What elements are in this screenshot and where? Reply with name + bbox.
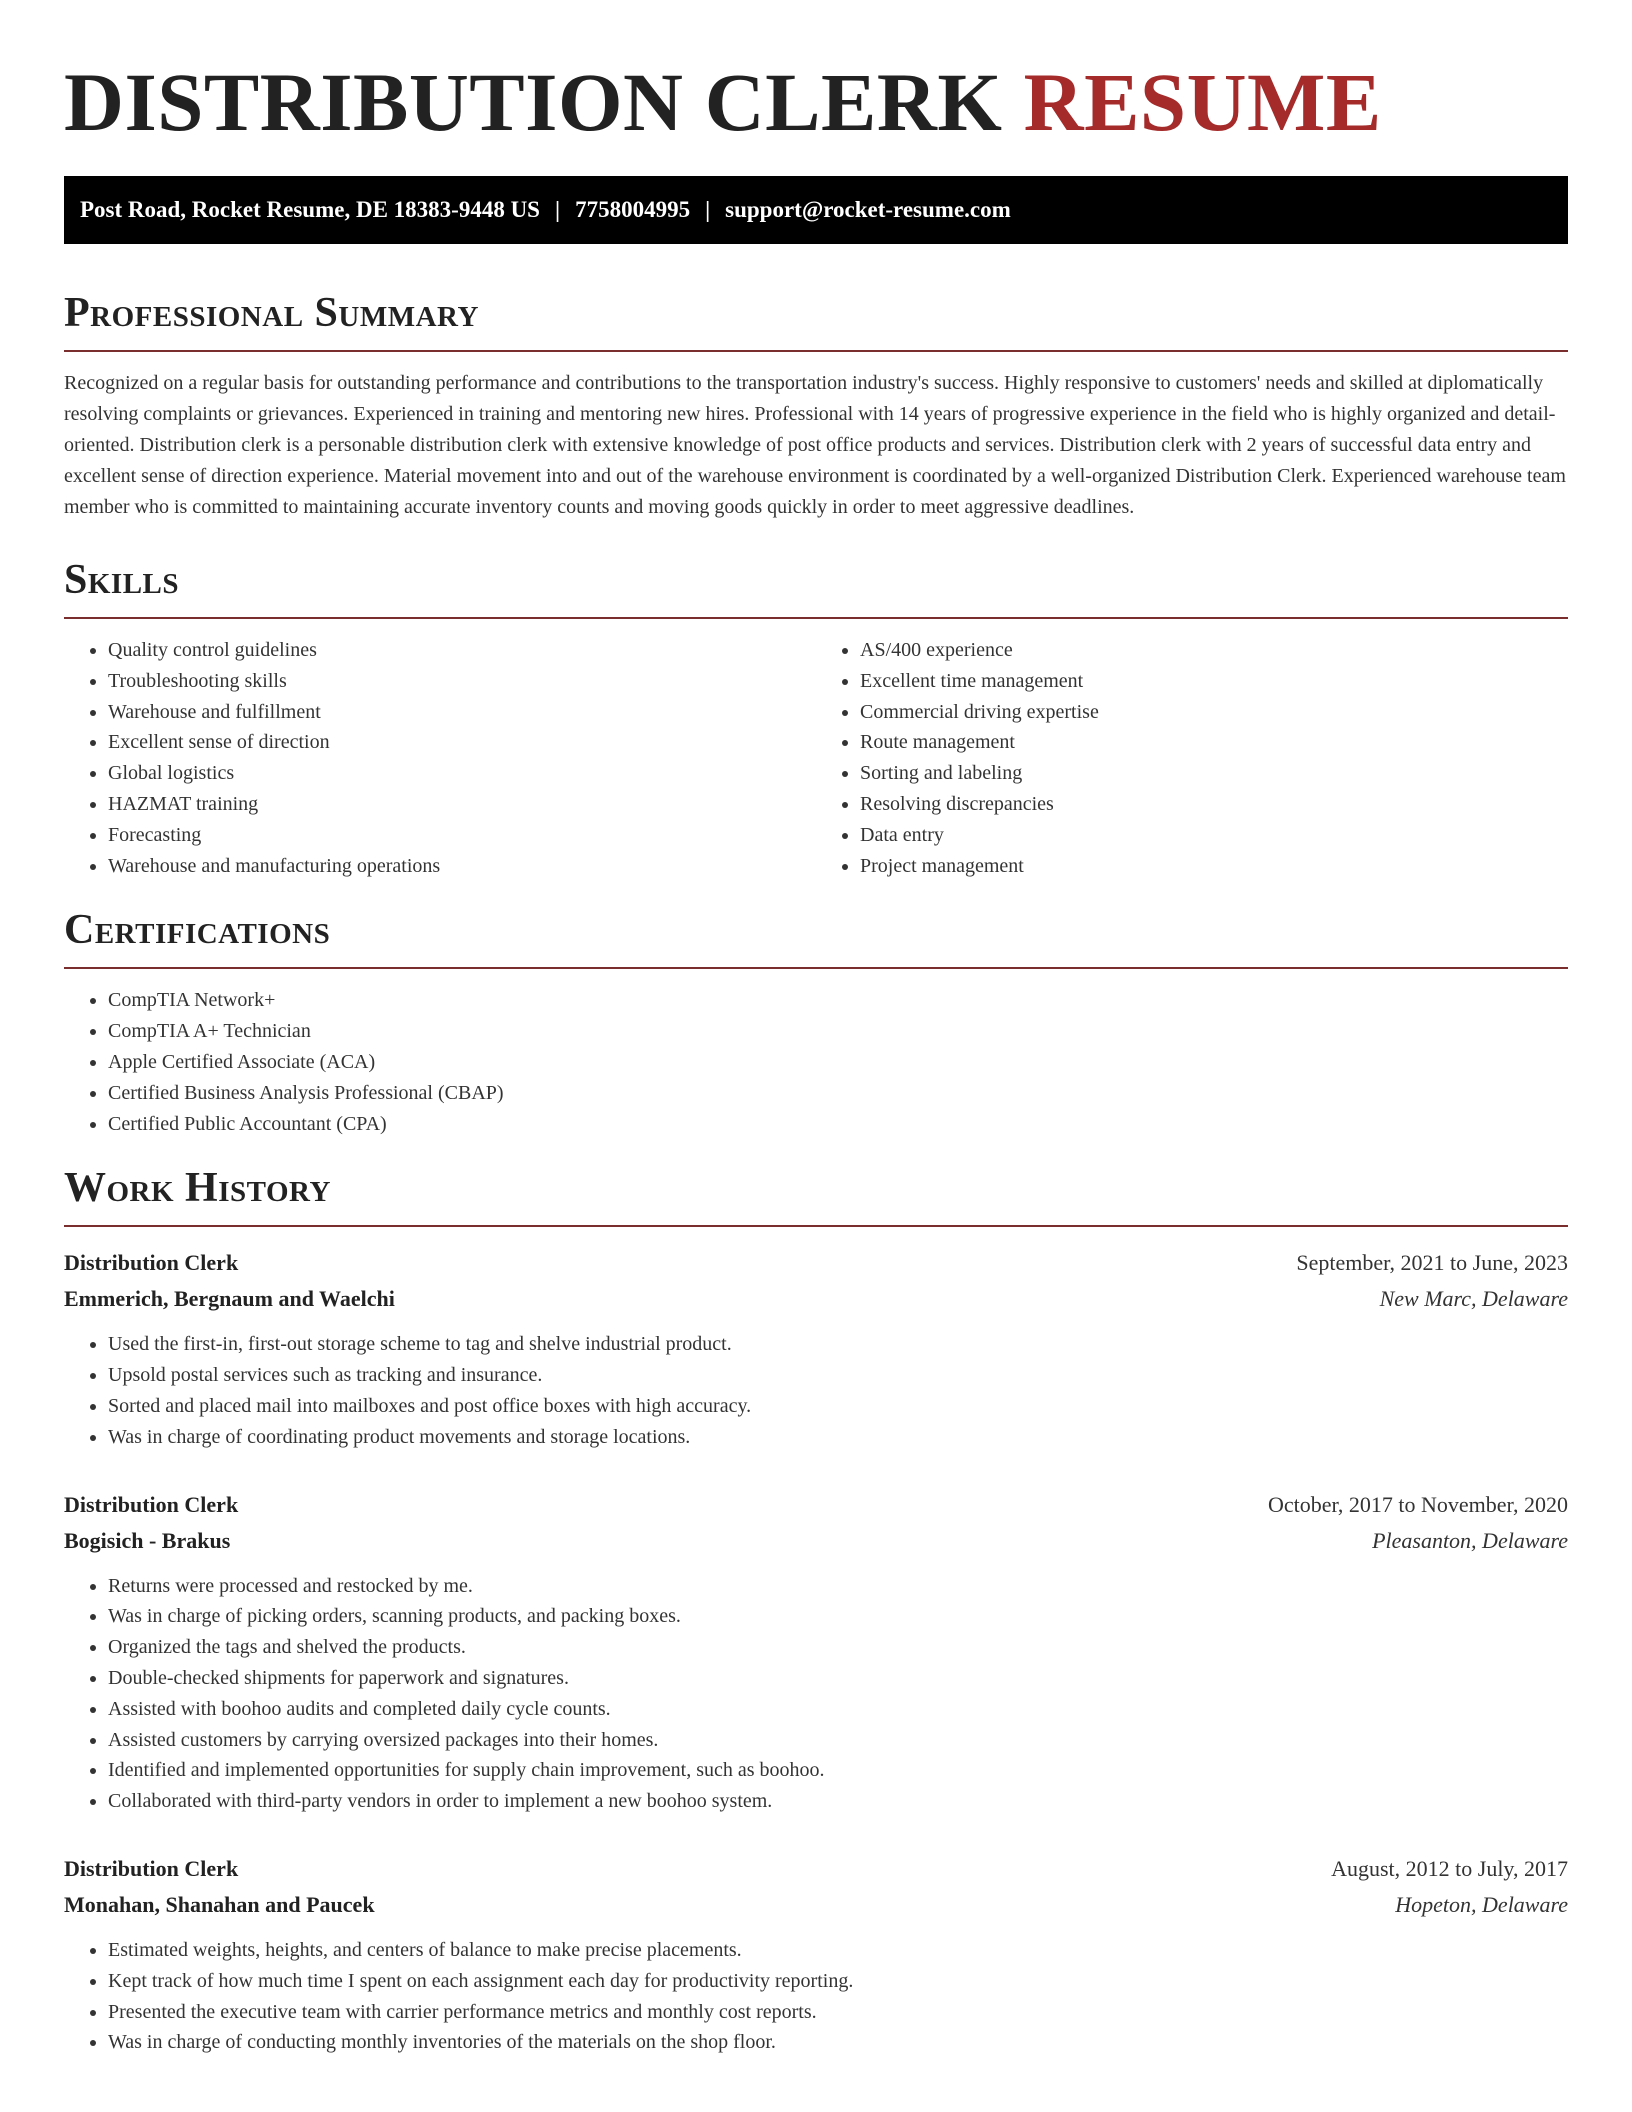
job-location: New Marc, Delaware xyxy=(1379,1286,1568,1312)
job-dates: August, 2012 to July, 2017 xyxy=(1331,1855,1568,1881)
list-item: • Certified Public Accountant (CPA) xyxy=(108,1109,1568,1140)
work-history-heading: Work History xyxy=(64,1165,331,1212)
list-item: • Sorted and placed mail into mailboxes and post office boxes with high accuracy. xyxy=(108,1391,1568,1422)
list-item: • Global logistics xyxy=(108,758,816,789)
list-item: • HAZMAT training xyxy=(108,789,816,820)
job-entry xyxy=(64,1487,1568,1817)
certifications-heading: Certifications xyxy=(64,907,331,954)
job-title-row xyxy=(64,1487,1568,1523)
contact-phone: 7758004995 xyxy=(575,197,691,222)
list-item: • CompTIA A+ Technician xyxy=(108,1016,1568,1047)
list-item: • Apple Certified Associate (ACA) xyxy=(108,1047,1568,1078)
list-item: • Certified Business Analysis Professional (CBAP) xyxy=(108,1078,1568,1109)
skills-list-left xyxy=(64,635,816,881)
list-item: • Upsold postal services such as tracking and insurance. xyxy=(108,1360,1568,1391)
contact-bar xyxy=(64,176,1568,244)
contact-separator: | xyxy=(554,197,561,222)
summary-section xyxy=(64,288,1568,523)
job-title: Distribution Clerk xyxy=(64,1855,239,1881)
job-company: Bogisich - Brakus xyxy=(64,1527,231,1553)
list-item: • Presented the executive team with carrier performance metrics and monthly cost reports. xyxy=(108,1997,1568,2028)
job-title: Distribution Clerk xyxy=(64,1491,239,1517)
list-item: • Resolving discrepancies xyxy=(860,789,1568,820)
list-item: • Was in charge of coordinating product movements and storage locations. xyxy=(108,1422,1568,1453)
list-item: • Organized the tags and shelved the products. xyxy=(108,1632,1568,1663)
list-item: • Collaborated with third-party vendors in order to implement a new boohoo system. xyxy=(108,1786,1568,1817)
resume-title xyxy=(64,0,1568,148)
list-item: • Kept track of how much time I spent on each assignment each day for productivity reporting. xyxy=(108,1966,1568,1997)
job-location: Hopeton, Delaware xyxy=(1395,1891,1568,1917)
list-item: • Double-checked shipments for paperwork and signatures. xyxy=(108,1663,1568,1694)
job-company-row xyxy=(64,1887,1568,1923)
title-main: DISTRIBUTION CLERK xyxy=(64,56,1003,148)
list-item: • Excellent sense of direction xyxy=(108,727,816,758)
list-item: • Estimated weights, heights, and centers of balance to make precise placements. xyxy=(108,1935,1568,1966)
job-entry xyxy=(64,1851,1568,2058)
list-item: • Warehouse and fulfillment xyxy=(108,697,816,728)
list-item: • AS/400 experience xyxy=(860,635,1568,666)
list-item: • Used the first-in, first-out storage scheme to tag and shelve industrial product. xyxy=(108,1329,1568,1360)
list-item: • Was in charge of conducting monthly inventories of the materials on the shop floor. xyxy=(108,2027,1568,2058)
list-item: • CompTIA Network+ xyxy=(108,985,1568,1016)
contact-address: Post Road, Rocket Resume, DE 18383-9448 US xyxy=(80,197,540,222)
list-item: • Assisted customers by carrying oversized packages into their homes. xyxy=(108,1725,1568,1756)
list-item: • Forecasting xyxy=(108,820,816,851)
work-history-section xyxy=(64,1163,1568,2058)
skills-grid xyxy=(64,619,1568,881)
job-bullets xyxy=(64,1935,1568,2058)
job-dates: September, 2021 to June, 2023 xyxy=(1296,1250,1568,1276)
list-item: • Quality control guidelines xyxy=(108,635,816,666)
job-title-row xyxy=(64,1851,1568,1887)
summary-text: Recognized on a regular basis for outstanding performance and contributions to the transportation industry's success. Highly responsive to customers' needs and skilled at diplomatically resolving complaints or grievances. Experienced in training and mentoring new hires. Professional with 14 years of progressive experience in the field who is highly organized and detail-oriented. Distribution clerk is a personable distribution clerk with extensive knowledge of post office products and services. Distribution clerk with 2 years of successful data entry and excellent sense of direction experience. Material movement into and out of the warehouse environment is coordinated by a well-organized Distribution Clerk. Experienced warehouse team member who is committed to maintaining accurate inventory counts and moving goods quickly in order to meet aggressive deadlines. xyxy=(64,372,1566,518)
skills-list-right xyxy=(816,635,1568,881)
list-item: • Identified and implemented opportunities for supply chain improvement, such as boohoo. xyxy=(108,1755,1568,1786)
job-company: Monahan, Shanahan and Paucek xyxy=(64,1891,375,1917)
list-item: • Assisted with boohoo audits and completed daily cycle counts. xyxy=(108,1694,1568,1725)
job-bullets xyxy=(64,1571,1568,1817)
job-title-row xyxy=(64,1245,1568,1281)
contact-separator: | xyxy=(705,197,711,222)
list-item: • Route management xyxy=(860,727,1568,758)
section-divider xyxy=(64,1225,1568,1227)
job-bullets xyxy=(64,1329,1568,1452)
job-dates: October, 2017 to November, 2020 xyxy=(1267,1491,1568,1517)
certifications-list xyxy=(64,985,1568,1139)
certifications-section xyxy=(64,905,1568,1139)
contact-email: support@rocket-resume.com xyxy=(725,197,1011,222)
job-list xyxy=(64,1245,1568,2058)
summary-heading: Professional Summary xyxy=(64,290,479,336)
job-company-row xyxy=(64,1523,1568,1559)
list-item: • Troubleshooting skills xyxy=(108,666,816,697)
list-item: • Data entry xyxy=(860,820,1568,851)
job-location: Pleasanton, Delaware xyxy=(1372,1527,1568,1553)
job-company-row xyxy=(64,1281,1568,1317)
job-company: Emmerich, Bergnaum and Waelchi xyxy=(64,1286,395,1312)
section-divider xyxy=(64,350,1568,352)
title-accent: RESUME xyxy=(1023,56,1382,148)
job-title: Distribution Clerk xyxy=(64,1250,239,1276)
list-item: • Sorting and labeling xyxy=(860,758,1568,789)
section-divider xyxy=(64,967,1568,969)
list-item: • Project management xyxy=(860,851,1568,882)
list-item: • Warehouse and manufacturing operations xyxy=(108,851,816,882)
skills-heading: Skills xyxy=(64,557,180,603)
list-item: • Was in charge of picking orders, scanning products, and packing boxes. xyxy=(108,1601,1568,1632)
list-item: • Returns were processed and restocked by me. xyxy=(108,1571,1568,1602)
skills-section xyxy=(64,555,1568,881)
list-item: • Excellent time management xyxy=(860,666,1568,697)
job-entry xyxy=(64,1245,1568,1452)
list-item: • Commercial driving expertise xyxy=(860,697,1568,728)
